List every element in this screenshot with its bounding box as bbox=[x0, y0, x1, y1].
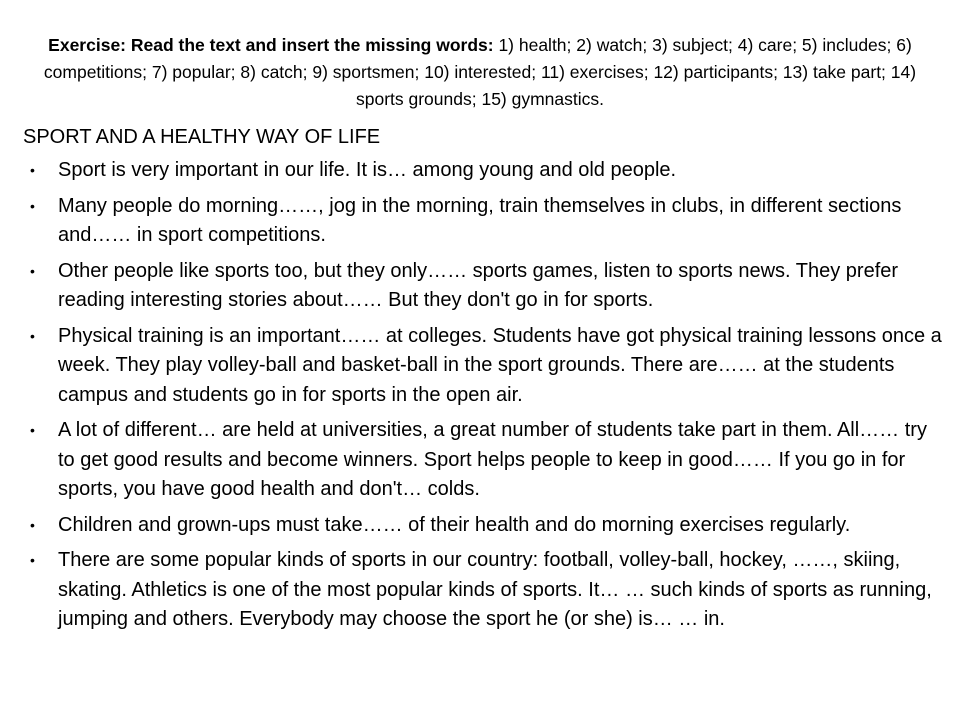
bullet-icon: • bbox=[30, 262, 35, 279]
bullet-icon: • bbox=[30, 197, 35, 214]
bullet-item bbox=[23, 192, 948, 251]
bullet-item bbox=[23, 257, 948, 316]
bullet-text: Sport is very important in our life. It is… among young and old people. bbox=[58, 159, 677, 181]
bullet-icon: • bbox=[30, 552, 35, 568]
bullet-icon: • bbox=[30, 516, 35, 533]
bullet-item bbox=[23, 156, 948, 186]
instruction-lead: Exercise: Read the text and insert the missing words: bbox=[48, 35, 494, 55]
bullet-icon: • bbox=[30, 162, 35, 178]
instruction-word-list: 1) health; 2) watch; 3) subject; 4) care; 5) includes; 6) competitions; 7) popular; 8) catch; 9) sportsmen; 10) interested; 11) exercises; 12) participants; 13) take part; 14) sports grounds; 15) gymnastics. bbox=[43, 35, 917, 109]
bullet-item bbox=[23, 416, 948, 505]
bullet-text: Many people do morning……, jog in the morning, train themselves in clubs, in different sections and…… in sport competitions. bbox=[58, 194, 902, 246]
bullet-text: There are some popular kinds of sports in our country: football, volley-ball, hockey, ……, skiing, skating. Athletics is one of the most popular kinds of sports. It… … such kinds of sports as running, jumping and others. Everybody may choose the sport he (or she) is… … in. bbox=[58, 549, 932, 630]
bullet-icon: • bbox=[30, 327, 35, 344]
text-title: SPORT AND A HEALTHY WAY OF LIFE bbox=[23, 126, 381, 148]
bullet-text: Other people like sports too, but they only…… sports games, listen to sports news. They prefer reading interesting stories about…… But they don't go in for sports. bbox=[58, 259, 899, 311]
bullet-text: Physical training is an important…… at colleges. Students have got physical training lessons once a week. They play volley-ball and basket-ball in the sport grounds. There are…… at the students campus and students go in for sports in the open air. bbox=[58, 324, 942, 406]
text-bullet-list bbox=[23, 156, 948, 641]
exercise-instruction bbox=[40, 32, 920, 113]
bullet-text: Children and grown-ups must take…… of their health and do morning exercises regularly. bbox=[58, 513, 851, 536]
bullet-item bbox=[23, 546, 948, 635]
bullet-text: A lot of different… are held at universities, a great number of students take part in them. All…… try to get good results and become winners. Sport helps people to keep in good…… If you go in for sports, you have good health and don't… colds. bbox=[58, 419, 927, 500]
bullet-item bbox=[23, 511, 948, 541]
bullet-item bbox=[23, 322, 948, 411]
bullet-icon: • bbox=[30, 422, 35, 438]
